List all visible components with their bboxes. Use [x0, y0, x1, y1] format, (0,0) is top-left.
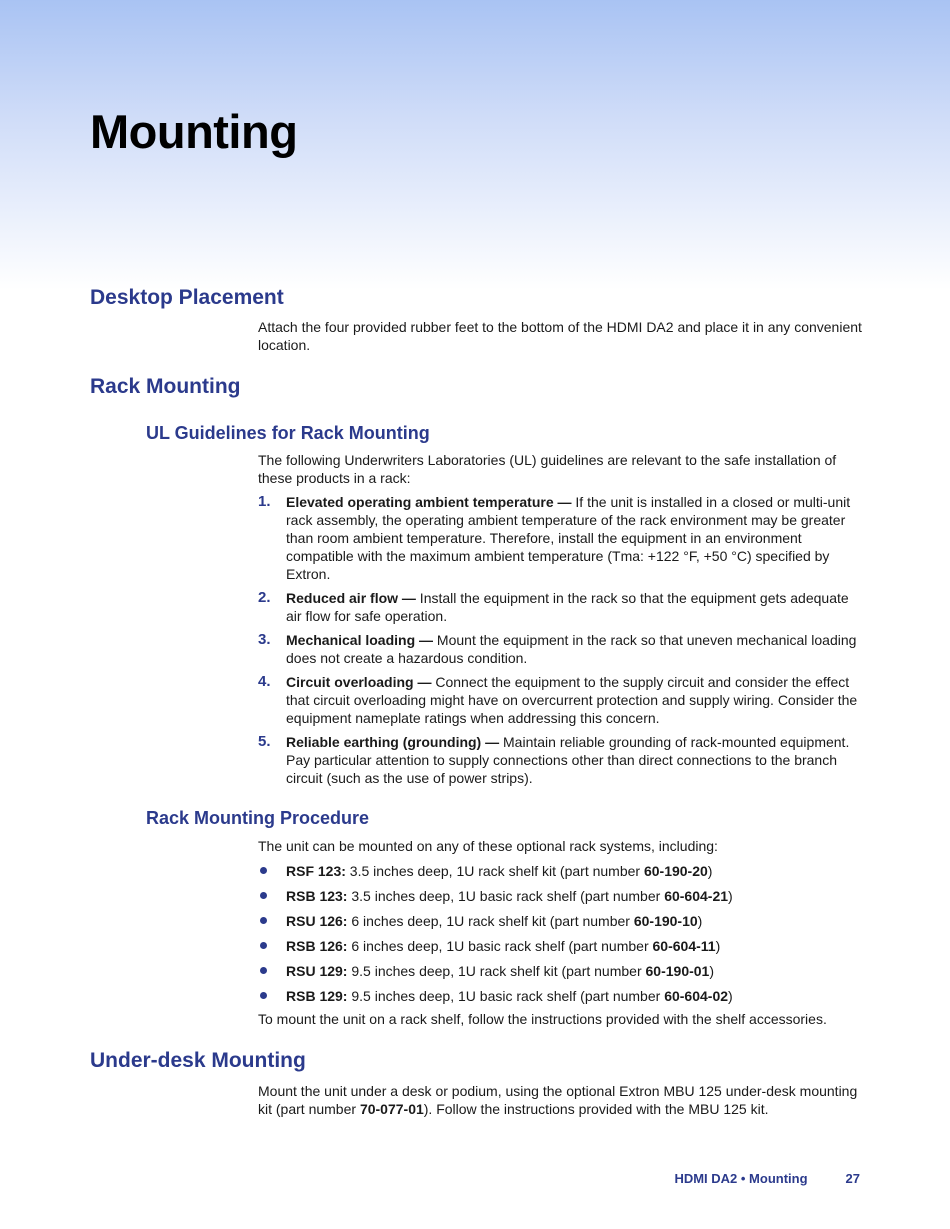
- part-number: 70-077-01: [359, 1101, 424, 1117]
- page-title: Mounting: [90, 105, 298, 158]
- rack-procedure-outro: To mount the unit on a rack shelf, follow the instructions provided with the shelf accessories.: [258, 1011, 827, 1027]
- list-item: [258, 631, 862, 667]
- list-number: 3.: [258, 631, 271, 648]
- bullet-icon: [260, 892, 267, 899]
- guideline-term: Reduced air flow —: [286, 590, 416, 606]
- guideline-text: If the unit is installed in a closed or multi-unit rack assembly, the operating ambient temperature of the rack environment may be greater than room ambient temperature. Therefore, install the equipment in an environment compatible with the maximum ambient temperature (Tma: +122 °F, +50 °C) specified by Extron.: [286, 494, 851, 582]
- paren-close: ): [709, 963, 715, 979]
- list-number: 5.: [258, 733, 271, 750]
- part-number: 60-604-02: [664, 988, 729, 1004]
- rack-procedure-heading: Rack Mounting Procedure: [146, 808, 370, 828]
- list-number: 1.: [258, 493, 271, 510]
- rack-model: RSF 123:: [286, 863, 346, 879]
- guideline-text: Maintain reliable grounding of rack-mounted equipment. Pay particular attention to supply connections other than direct connections to the branch circuit (such as the use of power strips).: [286, 734, 850, 786]
- bullet-icon: [260, 942, 267, 949]
- bullet-icon: [260, 992, 267, 999]
- rack-description: 6 inches deep, 1U rack shelf kit (part number: [347, 913, 634, 929]
- rack-description: 9.5 inches deep, 1U basic rack shelf (part number: [347, 988, 665, 1004]
- under-desk-text-a: Mount the unit under a desk or podium, using the optional Extron MBU 125 under-desk mounting kit (part number: [258, 1083, 858, 1117]
- rack-systems-list: [258, 862, 862, 1012]
- page-footer: [674, 1171, 860, 1186]
- ul-guidelines-intro: The following Underwriters Laboratories (UL) guidelines are relevant to the safe installation of these products in a rack:: [258, 452, 837, 486]
- ul-guidelines-heading: UL Guidelines for Rack Mounting: [146, 423, 430, 443]
- part-number: 60-190-01: [645, 963, 710, 979]
- footer-label: HDMI DA2 • Mounting: [674, 1171, 808, 1186]
- paren-close: ): [715, 938, 721, 954]
- list-number: 2.: [258, 589, 271, 606]
- ul-guidelines-list: [258, 493, 862, 793]
- list-item: [258, 962, 862, 987]
- part-number: 60-604-21: [664, 888, 729, 904]
- list-item: [258, 493, 862, 583]
- part-number: 60-190-10: [633, 913, 698, 929]
- guideline-term: Circuit overloading —: [286, 674, 432, 690]
- bullet-icon: [260, 917, 267, 924]
- guideline-term: Reliable earthing (grounding) —: [286, 734, 500, 750]
- rack-description: 9.5 inches deep, 1U rack shelf kit (part number: [347, 963, 646, 979]
- rack-model: RSB 123:: [286, 888, 348, 904]
- rack-model: RSU 126:: [286, 913, 348, 929]
- paren-close: ): [728, 988, 733, 1004]
- paren-close: ): [728, 888, 733, 904]
- desktop-placement-text: Attach the four provided rubber feet to the bottom of the HDMI DA2 and place it in any convenient location.: [258, 319, 862, 353]
- page-number: 27: [845, 1171, 860, 1186]
- under-desk-text-b: ). Follow the instructions provided with the MBU 125 kit.: [423, 1101, 769, 1117]
- bullet-icon: [260, 867, 267, 874]
- list-number: 4.: [258, 673, 271, 690]
- list-item: [258, 987, 862, 1012]
- guideline-term: Mechanical loading —: [286, 632, 434, 648]
- paren-close: ): [707, 863, 713, 879]
- guideline-text: Connect the equipment to the supply circuit and consider the effect that circuit overloading might have on overcurrent protection and supply wiring. Consider the equipment nameplate ratings when addressing this concern.: [286, 674, 858, 726]
- desktop-placement-heading: Desktop Placement: [90, 286, 284, 309]
- under-desk-text: [258, 1082, 862, 1118]
- rack-description: 3.5 inches deep, 1U rack shelf kit (part number: [345, 863, 644, 879]
- part-number: 60-190-20: [643, 863, 708, 879]
- bullet-icon: [260, 967, 267, 974]
- guideline-text: Install the equipment in the rack so that the equipment gets adequate air flow for safe operation.: [286, 590, 849, 624]
- rack-model: RSB 129:: [286, 988, 348, 1004]
- paren-close: ): [697, 913, 703, 929]
- part-number: 60-604-11: [652, 938, 716, 954]
- rack-mounting-heading: Rack Mounting: [90, 375, 241, 398]
- list-item: [258, 733, 862, 787]
- list-item: [258, 912, 862, 937]
- list-item: [258, 937, 862, 962]
- guideline-text: Mount the equipment in the rack so that uneven mechanical loading does not create a hazardous condition.: [286, 632, 857, 666]
- list-item: [258, 673, 862, 727]
- list-item: [258, 589, 862, 625]
- rack-model: RSB 126:: [286, 938, 348, 954]
- rack-model: RSU 129:: [286, 963, 348, 979]
- guideline-term: Elevated operating ambient temperature —: [286, 494, 572, 510]
- list-item: [258, 862, 862, 887]
- rack-procedure-intro: The unit can be mounted on any of these optional rack systems, including:: [258, 838, 718, 854]
- under-desk-heading: Under-desk Mounting: [90, 1049, 306, 1072]
- rack-description: 6 inches deep, 1U basic rack shelf (part number: [347, 938, 653, 954]
- rack-description: 3.5 inches deep, 1U basic rack shelf (part number: [347, 888, 665, 904]
- list-item: [258, 887, 862, 912]
